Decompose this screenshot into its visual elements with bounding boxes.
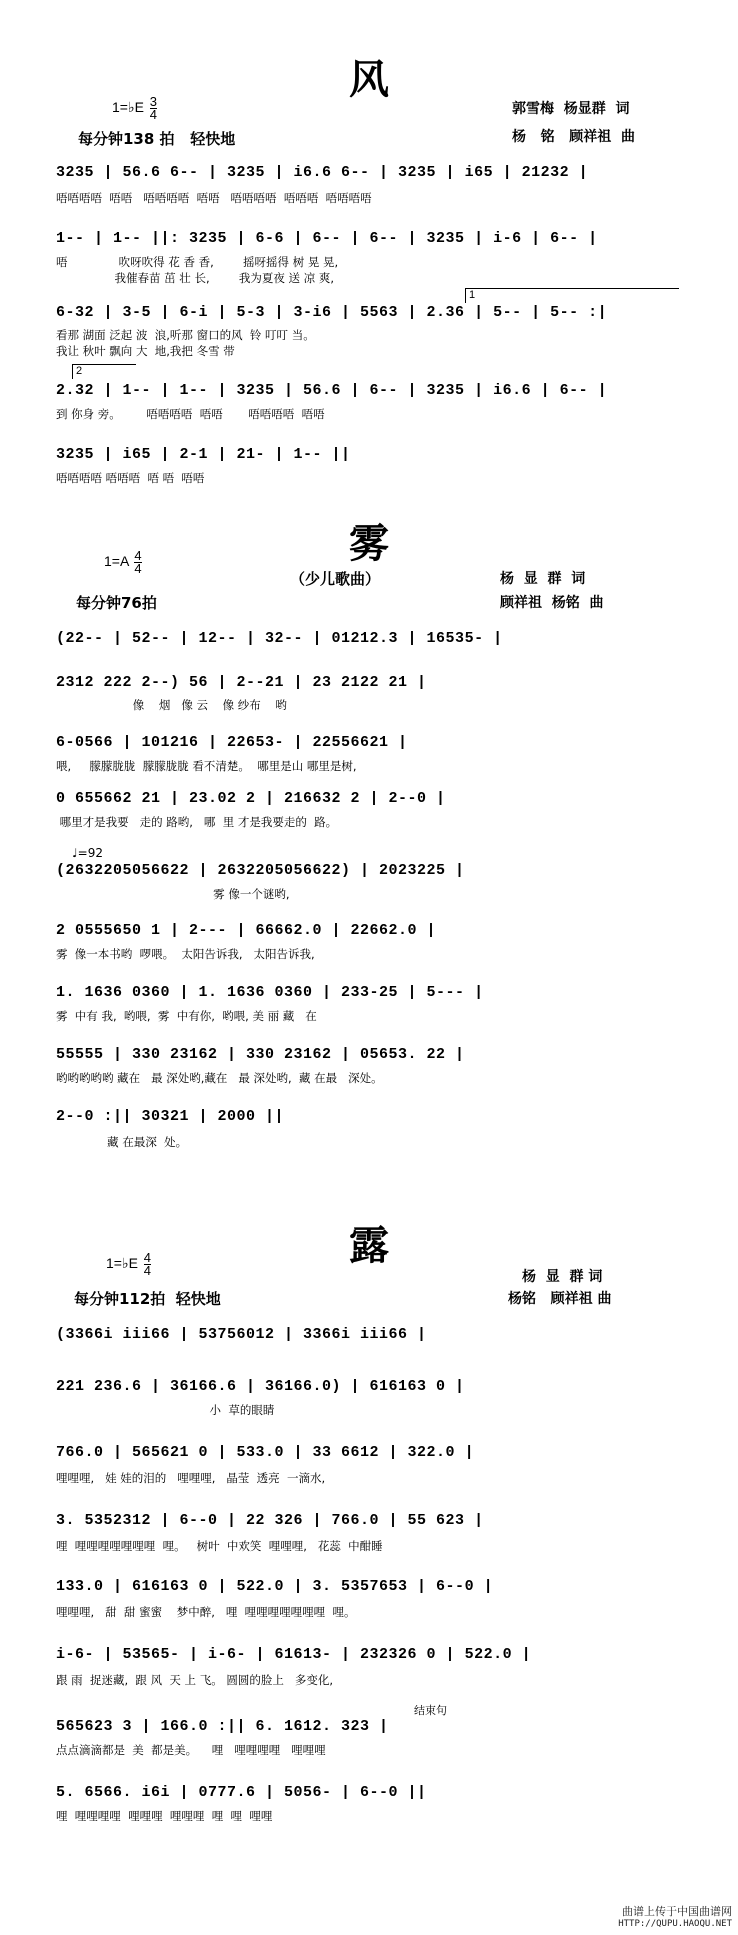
notation-row: 3. 5352312 | 6--0 | 22 326 | 766.0 | 55 623 | xyxy=(56,1512,484,1529)
notation-row: 0 655662 21 | 23.02 2 | 216632 2 | 2--0 | xyxy=(56,790,446,807)
notation-row: 1-- | 1-- ||: 3235 | 6-6 | 6-- | 6-- | 3235 | i-6 | 6-- | xyxy=(56,230,598,247)
lyric-row: 到 你身 旁。 唔唔唔唔 唔唔 唔唔唔唔 唔唔 xyxy=(56,407,325,421)
notation-row: 55555 | 330 23162 | 330 23162 | 05653. 22 | xyxy=(56,1046,465,1063)
time-signature xyxy=(134,550,141,575)
lyric-row: 点点滴滴都是 美 都是美。 哩 哩哩哩哩 哩哩哩 xyxy=(56,1743,326,1757)
key-label: 1=♭E xyxy=(106,1255,138,1272)
lyric-row: 雾 像一本书哟 啰喂。 太阳告诉我, 太阳告诉我, xyxy=(56,947,315,961)
volta-second-ending: 2 xyxy=(72,364,136,379)
lyric-row: 唔唔唔唔 唔唔 唔唔唔唔 唔唔 唔唔唔唔 唔唔唔 唔唔唔唔 xyxy=(56,191,372,205)
song-title-feng: 风 xyxy=(349,57,389,103)
notation-row: (22-- | 52-- | 12-- | 32-- | 01212.3 | 16535- | xyxy=(56,630,503,647)
notation-row: 2--0 :|| 30321 | 2000 || xyxy=(56,1108,285,1125)
lyric-row: 小 草的眼睛 xyxy=(56,1403,275,1417)
notation-row: 6-0566 | 101216 | 22653- | 22556621 | xyxy=(56,734,408,751)
meter-top: 3 xyxy=(149,94,158,109)
notation-row: 1. 1636 0360 | 1. 1636 0360 | 233-25 | 5--- | xyxy=(56,984,484,1001)
song-title-lu: 露 xyxy=(349,1223,389,1269)
notation-row: 2 0555650 1 | 2--- | 66662.0 | 22662.0 | xyxy=(56,922,437,939)
notation-row: 3235 | i65 | 2-1 | 21- | 1-- || xyxy=(56,446,351,463)
time-signature xyxy=(150,96,157,121)
notation-row: 6-32 | 3-5 | 6-i | 5-3 | 3-i6 | 5563 | 2.36 | 5-- | 5-- :| xyxy=(56,304,608,321)
lyric-row: 雾 像一个谜哟, xyxy=(56,887,290,901)
lyricist-credit: 郭雪梅 杨显群 词 xyxy=(512,101,630,117)
lyric-row: 看那 湖面 泛起 波 浪,听那 窗口的风 铃 叮叮 当。 我让 秋叶 飘向 大 地,我把 冬雪 带 xyxy=(56,328,315,358)
lyric-row: 唔 吹呀吹得 花 香 香, 摇呀摇得 树 晃 晃, 我催春苗 茁 壮 长, 我为夏夜 送 凉 爽, xyxy=(56,255,339,285)
composer-credit: 杨铭 顾祥祖 曲 xyxy=(508,1291,612,1307)
ending-section-label: 结束句 xyxy=(414,1704,447,1717)
watermark-footer xyxy=(618,1905,732,1931)
meter-bottom: 4 xyxy=(149,107,158,122)
footer-caption: 曲谱上传于中国曲谱网 xyxy=(622,1905,732,1918)
lyric-row: 喂, 朦朦胧胧 朦朦胧胧 看不清楚。 哪里是山 哪里是树, xyxy=(56,759,357,773)
notation-row: 3235 | 56.6 6-- | 3235 | i6.6 6-- | 3235 | i65 | 21232 | xyxy=(56,164,589,181)
lyric-row: 雾 中有 我, 哟喂, 雾 中有你, 哟喂, 美 丽 藏 在 xyxy=(56,1009,317,1023)
notation-row: 565623 3 | 166.0 :|| 6. 1612. 323 | xyxy=(56,1718,389,1735)
notation-row: (3366i iii66 | 53756012 | 3366i iii66 | xyxy=(56,1326,427,1343)
lyric-row: 哩哩哩, 甜 甜 蜜蜜 梦中醉, 哩 哩哩哩哩哩哩哩 哩。 xyxy=(56,1605,356,1619)
lyricist-credit: 杨 显 群 词 xyxy=(500,571,586,587)
key-signature xyxy=(106,1252,151,1277)
meter-bottom: 4 xyxy=(143,1263,152,1278)
key-signature xyxy=(112,96,157,121)
lyricist-credit: 杨 显 群 词 xyxy=(522,1269,603,1285)
song-title-wu: 雾 xyxy=(349,521,389,567)
lyric-row: 跟 雨 捉迷藏, 跟 风 天 上 飞。 圆圆的脸上 多变化, xyxy=(56,1673,333,1687)
notation-row: 221 236.6 | 36166.6 | 36166.0) | 616163 0 | xyxy=(56,1378,465,1395)
notation-row: 2.32 | 1-- | 1-- | 3235 | 56.6 | 6-- | 3235 | i6.6 | 6-- | xyxy=(56,382,608,399)
key-label: 1=A xyxy=(104,553,129,570)
notation-row: 766.0 | 565621 0 | 533.0 | 33 6612 | 322.0 | xyxy=(56,1444,475,1461)
notation-row: 2312 222 2--) 56 | 2--21 | 23 2122 21 | xyxy=(56,674,427,691)
notation-row: (2632205056622 | 2632205056622) | 2023225 | xyxy=(56,862,465,879)
lyric-row: 藏 在最深 处。 xyxy=(56,1135,188,1149)
volta-first-ending: 1 xyxy=(465,288,679,303)
meter-top: 4 xyxy=(143,1250,152,1265)
lyric-row: 像 烟 像 云 像 纱布 哟 xyxy=(56,698,287,712)
tempo-change-marking: ♩=92 xyxy=(72,846,103,860)
lyric-row: 哩哩哩, 娃 娃的泪的 哩哩哩, 晶莹 透亮 一滴水, xyxy=(56,1471,326,1485)
key-signature xyxy=(104,550,142,575)
composer-credit: 顾祥祖 杨铭 曲 xyxy=(500,595,604,611)
composer-credit: 杨 铭 顾祥祖 曲 xyxy=(512,129,635,145)
meter-top: 4 xyxy=(134,548,142,563)
tempo-marking: 每分钟138 拍 轻快地 xyxy=(78,130,236,148)
lyric-row: 哟哟哟哟哟 藏在 最 深处哟,藏在 最 深处哟, 藏 在最 深处。 xyxy=(56,1071,383,1085)
notation-row: 133.0 | 616163 0 | 522.0 | 3. 5357653 | 6--0 | xyxy=(56,1578,494,1595)
lyric-row: 哩 哩哩哩哩 哩哩哩 哩哩哩 哩 哩 哩哩 xyxy=(56,1809,273,1823)
song-subtitle: （少儿歌曲） xyxy=(290,570,381,588)
notation-row: i-6- | 53565- | i-6- | 61613- | 232326 0 | 522.0 | xyxy=(56,1646,532,1663)
footer-site: HTTP://QUPU.HAOQU.NET xyxy=(618,1919,732,1929)
lyric-row: 哩 哩哩哩哩哩哩哩 哩。 树叶 中欢笑 哩哩哩, 花蕊 中酣睡 xyxy=(56,1539,383,1553)
meter-bottom: 4 xyxy=(134,561,142,576)
lyric-row: 哪里才是我要 走的 路哟, 哪 里 才是我要走的 路。 xyxy=(56,815,338,829)
tempo-marking: 每分钟76拍 xyxy=(76,594,157,612)
time-signature xyxy=(144,1252,151,1277)
key-label: 1=♭E xyxy=(112,99,144,116)
lyric-row: 唔唔唔唔 唔唔唔 唔 唔 唔唔 xyxy=(56,471,205,485)
tempo-marking: 每分钟112拍 轻快地 xyxy=(74,1290,221,1308)
notation-row: 5. 6566. i6i | 0777.6 | 5056- | 6--0 || xyxy=(56,1784,427,1801)
